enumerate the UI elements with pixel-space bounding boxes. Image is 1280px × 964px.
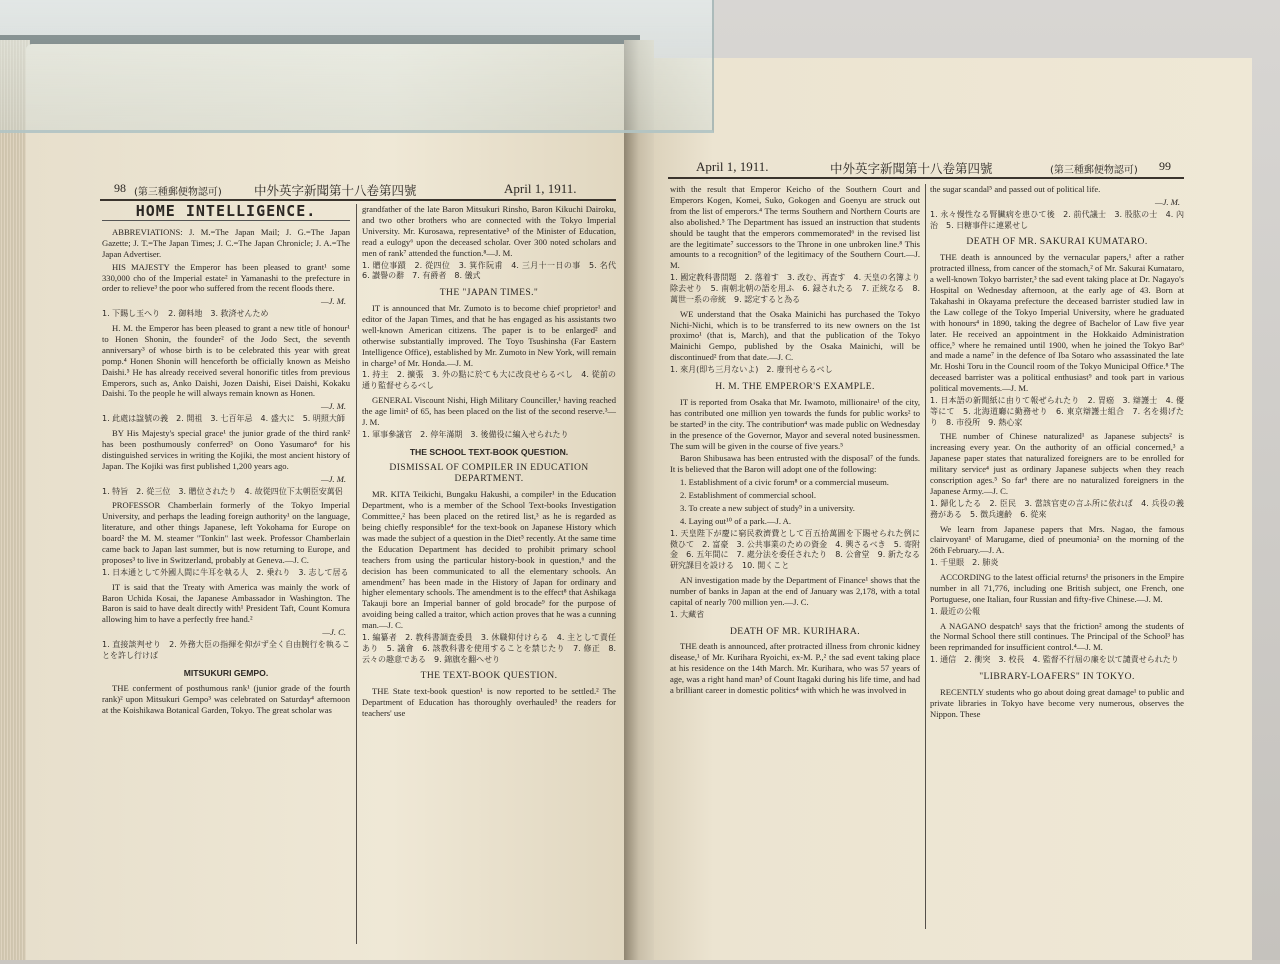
article-paragraph: WE understand that the Osaka Mainichi has purchased the Tokyo Nichi-Nichi, which is to be transferred to its new owners on the 1st proximo¹ (that is, March), and that the publication of the Tokyo Mainichi Gempo, published by the Osaka Mainichi, will be discontinued² from that date.—J. C. [670, 308, 920, 363]
article-paragraph: THE State text-book question¹ is now reported to be settled.² The Department of Education has thoroughly overhauled³ the readers for teachers' use [362, 686, 616, 719]
left-column-1 [102, 204, 350, 964]
masthead: HOME INTELLIGENCE. [102, 206, 350, 221]
glossary-notes: 1. 來月(即ち三月ないよ) 2. 廢刊せらるべし [670, 365, 833, 375]
glossary-notes: 1. 軍事參議官 2. 停年滿期 3. 後備役に編入せられたり [362, 429, 569, 439]
glossary-notes: 1. 下賜し玉へり 2. 御料地 3. 救済せんため [102, 309, 269, 319]
source-credit: —J. C. [322, 627, 346, 638]
glossary-notes: 1. 通信 2. 衝突 3. 校長 4. 監督不行屆の廉を以て譴責せられたり [930, 655, 1179, 665]
article-heading: THE "JAPAN TIMES." [439, 287, 539, 299]
article-paragraph: 4. Laying out¹⁰ of a park.—J. A. [680, 515, 792, 526]
article-paragraph: HIS MAJESTY the Emperor has been pleased to grant¹ some 330,000 cho of the Imperial estate² in Yamanashi to the prefecture in order to relieve³ the poor who suffered from the recent floods there. [102, 261, 350, 294]
glossary-notes: 1. 此處は諡號の義 2. 開祖 3. 七百年忌 4. 盛大に 5. 明照大師 [102, 414, 345, 424]
source-credit: —J. M. [1154, 196, 1180, 207]
left-date: April 1, 1911. [504, 181, 577, 196]
left-page-number: 98 [114, 181, 126, 195]
article-paragraph: 3. To create a new subject of study⁹ in a university. [680, 503, 855, 514]
right-journal-title: 中外英字新聞第十八卷第四號 [830, 161, 993, 176]
left-column-2 [362, 204, 624, 964]
glossary-notes: 1. 天皇陛下が慶に窮民救濟費として百五拾萬圓を下賜せられた例に傚ひて 2. 富豪 3. 公共事業のための資金 4. 興さるべき 5. 寄附金 6. 五年間に 7. 處分法を委任されたり 8. 公會堂 9. 新たなる研究課目を設ける 10. 開くこと [670, 528, 920, 571]
left-header-rule [100, 199, 616, 201]
column-divider [356, 204, 357, 944]
right-header-rule [668, 177, 1184, 179]
glossary-notes: 1. 千里眼 2. 肺炎 [930, 558, 999, 568]
right-page [640, 58, 1252, 960]
article-paragraph: AN investigation made by the Department of Finance¹ shows that the number of banks in Japan at the end of January was 2,178, with a total capital of nearly 700 million yen.—J. C. [670, 575, 920, 607]
glossary-notes: 1. 特旨 2. 從三位 3. 贈位されたり 4. 故從四位下太朝臣安萬侶 [102, 486, 343, 496]
section-heading: MITSUKURI GEMPO. [183, 667, 269, 678]
glossary-notes: 1. 贈位事蹟 2. 從四位 3. 箕作阮甫 4. 三月十一日の事 5. 名代 6. 讃譽の辭 7. 有爵者 8. 儀式 [362, 260, 624, 281]
article-heading: "LIBRARY-LOAFERS" IN TOKYO. [979, 671, 1135, 683]
article-paragraph: THE death is announced, after protracted illness from chronic kidney disease,¹ of Mr. Kurihara Ryoichi, ex-M. P.,² the sad event taking place at his residence on the 14th March. Mr. Kurihara, who was 57 years of age, was a right hand man³ of Count Itagaki during his life time, and had a brilliant career in domestic politics⁴ with which he was involved in [670, 641, 920, 696]
glossary-notes: 1. 大藏省 [670, 609, 705, 619]
left-journal-title: 中外英字新聞第十八卷第四號 [254, 183, 417, 198]
article-heading: DEATH OF MR. SAKURAI KUMATARO. [966, 236, 1148, 248]
book-gutter [624, 40, 654, 960]
article-paragraph: ACCORDING to the latest official returns¹ the prisoners in the Empire number in all 71,776, including one British subject, one French, one Portuguese, one Italian, four Russian and fifty-five Chinese.—J. M. [930, 572, 1184, 604]
right-date: April 1, 1911. [696, 159, 769, 174]
article-paragraph: PROFESSOR Chamberlain formerly of the Tokyo Imperial University, and perhaps the leading foreign authority¹ on the language, literature, and other things Japanese, left Yokohama for Europe on board² the M. M. steamer "Tonkin" last week. Professor Chamberlain came back to Japan last summer, but is now returning to Europe, and proposes³ to live in Switzerland, probably at Geneva.—J. C. [102, 500, 350, 565]
glossary-notes: 1. 國定教科書問題 2. 落着す 3. 改む、再査す 4. 天皇の名簿より除去せり 5. 南朝北朝の語を用ふ 6. 録されたる 7. 正統なる 8. 萬世一系の帝統 9. 認定すると為る [670, 273, 920, 304]
source-credit: —J. M. [320, 401, 346, 412]
article-paragraph: with the result that Emperor Keicho of the Southern Court and Emperors Kogen, Komei, Suko, Gokogen and Goenyu are struck out from the list of emperors.⁴ The terms Southern and Northern Courts are also abolished.⁵ The Department has issued an instruction that students should be taught that the emperors commemorated⁶ in the revised list are the legitimate⁷ successors to the Throne in one unbroken line.⁸ This amounts to a recognition⁹ of the legitimacy of the Southern Court.—J. M. [670, 184, 920, 271]
right-column-2 [930, 184, 1184, 954]
section-heading: THE SCHOOL TEXT-BOOK QUESTION. [409, 446, 569, 457]
glossary-notes: 1. 日本通として外國人間に牛耳を執る人 2. 乗れり 3. 志して居る [102, 567, 349, 577]
article-heading: H. M. THE EMPEROR'S EXAMPLE. [715, 380, 875, 392]
glossary-notes: 1. 持主 2. 擴張 3. 外の點に於ても大に改良せらるべし 4. 從前の通り監督せらるべし [362, 370, 616, 391]
article-paragraph: 1. Establishment of a civic forum⁸ or a commercial museum. [680, 477, 889, 488]
glossary-notes: 1. 直接談判せり 2. 外務大臣の指揮を仰がず全く自由腕行を執ることを許し行けば [102, 640, 350, 660]
article-paragraph: IT is said that the Treaty with America was mainly the work of Baron Uchida Kosai, the Japanese Ambassador in Washington. The Baron is said to have dealt directly with¹ President Taft, Count Komura allowing him to have a perfectly free hand.² [102, 581, 350, 625]
article-heading: DEATH OF MR. KURIHARA. [729, 625, 861, 637]
article-heading: THE TEXT-BOOK QUESTION. [420, 670, 558, 682]
article-paragraph: ABBREVIATIONS: J. M.=The Japan Mail; J. G.=The Japan Gazette; J. T.=The Japan Times; J. C.=The Japan Chronicle; J. A.=The Japan Advertiser. [102, 226, 350, 259]
article-paragraph: IT is reported from Osaka that Mr. Iwamoto, millionaire¹ of the city, has contributed one million yen towards the funds for public works² to be started³ in the city. The contribution⁴ was made public on Wednesday in the presence of the Governor, Mayor and several noted businessmen. The sum will be given in the course of five years.⁵ [670, 396, 920, 451]
article-paragraph: grandfather of the late Baron Mitsukuri Rinsho, Baron Kikuchi Dairoku, and two other brothers who are connected with the Tokyo Imperial University. Mr. Kurosawa, representative⁵ of the Minister of Education, read a eulogy⁶ upon the deceased scholar. Over 300 noted scholars and men of rank⁷ attended the function.⁸—J. M. [362, 204, 616, 258]
article-heading: DISMISSAL OF COMPILER IN EDUCATION DEPARTMENT. [389, 462, 589, 485]
source-credit: —J. M. [320, 296, 346, 307]
article-paragraph: THE conferment of posthumous rank¹ (junior grade of the fourth rank)² upon Mitsukuri Gempo³ was celebrated on Saturday⁴ afternoon at the Koishikawa Botanical Garden, Tokyo. The great scholar was [102, 682, 350, 715]
article-paragraph: IT is announced that Mr. Zumoto is to become chief proprietor¹ and editor of the Japan Times, and that he has engaged as his assistants two well-known American citizens. The paper is to be enlarged² and otherwise substantially improved. The Toyo Tsushinsha (Far Eastern Intelligence Office), established by Mr. Zumoto in New York, will remain in charge³ of Mr. Honda.—J. M. [362, 303, 616, 368]
article-paragraph: BY His Majesty's special grace¹ the junior grade of the third rank² has been posthumously conferred³ on Oono Yasumaro⁴ for his distinguished services in writing the Kojiki, the most ancient history of Japan. The Kojiki was first published 1,200 years ago. [102, 428, 350, 471]
article-paragraph: THE number of Chinese naturalized¹ as Japanese subjects² is increasing every year. On the authority of an official concerned,³ a Japanese paper states that naturalized foreigners are to be enrolled for military service⁴ just as ordinary Japanese subjects when they reach conscription ages.⁵ So far⁶ there are no naturalized foreigners in the Japanese Army.—J. C. [930, 431, 1184, 497]
article-paragraph: RECENTLY students who go about doing great damage¹ to public and private libraries in Tokyo have become very numerous, observes the Nippon. These [930, 686, 1184, 719]
glossary-notes: 1. 永々慢性なる腎臟病を患ひて後 2. 前代議士 3. 股肱の士 4. 內治 5. 日糖事件に連累せし [930, 209, 1184, 230]
article-paragraph: A NAGANO despatch¹ says that the friction² among the students of the Normal School there still continues. The Principal of the School³ has been reprimanded for insufficient control.⁴—J. M. [930, 620, 1184, 653]
article-paragraph: THE death is announced by the vernacular papers,¹ after a rather protracted illness, from cancer of the stomach,² of Mr. Sakurai Kumataro, a well-known Tokyo barrister,³ the sad event taking place at Dr. Nagayo's Hospital on Wednesday afternoon, at the early age of 43. Born at Takahashi in Okayama prefecture the deceased barrister studied law in the Law college of the Tokyo Imperial University, where he graduated with honours⁴ in 1890, taking the degree of Bachelor of Law five year later. He received an appointment in the Hokkaido Administration office,⁵ where he remained until 1900, when he joined the Tokyo Bar⁶ and made a name⁷ in the defence of Iba Sotaro who assassinated the late Mr. Hoshi Toru in the Council room of the Tokyo Municipal Office.⁸ The deceased barrister was a political enthusiast⁹ and took part in various political movements.—J. M. [930, 252, 1184, 394]
right-column-1 [670, 184, 920, 954]
glossary-notes: 1. 編纂者 2. 教科書調査委員 3. 休職仰付けらる 4. 主として責任あり 5. 議會 6. 該教科書を使用することを禁じたり 7. 修正 8. 云々の趣意である 9. 錦旗を翻へせり [362, 633, 616, 664]
right-page-number: 99 [1159, 159, 1171, 173]
article-paragraph: the sugar scandal⁵ and passed out of political life. [930, 184, 1101, 194]
right-permit: (第三種郵便物認可) [1050, 165, 1138, 176]
glass-plate [0, 0, 714, 133]
article-paragraph: MR. KITA Teikichi, Bungaku Hakushi, a compiler¹ in the Education Department, who is a member of the School Text-books Investigation Committee,² has been placed on the retired list,³ as he is regarded as being chiefly responsible⁴ for the text-book on Japanese History which was made the subject of a question in the Diet⁵ recently. At the same time the Education Department has decided to prohibit primary school teachers from using the particular history-book in question,⁶ and the decision has been communicated to all the elementary schools. An amendment⁷ has been made in the History of Japan for ordinary and higher elementary schools. The amendment is to the effect⁸ that Ashikaga Takauji bore an Imperial banner of gold brocade⁹ for the purpose of avoiding being called a traitor, which action proves that he was a cunning man.—J. C. [362, 489, 616, 631]
glossary-notes: 1. 最近の公報 [930, 606, 981, 616]
left-page [26, 44, 632, 960]
glossary-notes: 1. 日本語の新聞紙に由りて報ぜられたり 2. 胃癌 3. 辯護士 4. 優等にて 5. 北海道廳に勤務せり 6. 東京辯護士組合 7. 名を揚げたり 8. 市役所 9. 熱心家 [930, 396, 1184, 427]
left-permit: (第三種郵便物認可) [134, 187, 222, 198]
source-credit: —J. M. [320, 473, 346, 484]
article-paragraph: H. M. the Emperor has been pleased to grant a new title of honour¹ to Honen Shonin, the founder² of the Jodo Sect, the seventh anniversary³ of whose birth is to be celebrated this year with great pomp.⁴ Honen Shonin will henceforth be officially known as Meisho Daishi.⁵ He has already received several honorific titles from previous Emperors, such as, Anko Daishi, Jozen Daishi, Eisei Daishi, Kokaku Daishi. To the people he will always remain known as Honen. [102, 323, 350, 399]
article-paragraph: We learn from Japanese papers that Mrs. Nagao, the famous clairvoyant¹ of Marugame, died of pneumonia² on the morning of the 26th February.—J. A. [930, 523, 1184, 556]
column-divider [925, 184, 926, 929]
article-paragraph: GENERAL Viscount Nishi, High Military Counciller,¹ having reached the age limit² of 65, has been placed on the list of the second reserve.³—J. M. [362, 395, 616, 427]
article-paragraph: Baron Shibusawa has been entrusted with the disposal⁷ of the funds. It is believed that the Baron will adopt one of the following: [670, 453, 920, 475]
article-paragraph: 2. Establishment of commercial school. [680, 490, 817, 501]
glossary-notes: 1. 歸化したる 2. 臣民 3. 當該官吏の言ふ所に依れば 4. 兵役の義務がある 5. 徴兵適齡 6. 從來 [930, 498, 1184, 519]
